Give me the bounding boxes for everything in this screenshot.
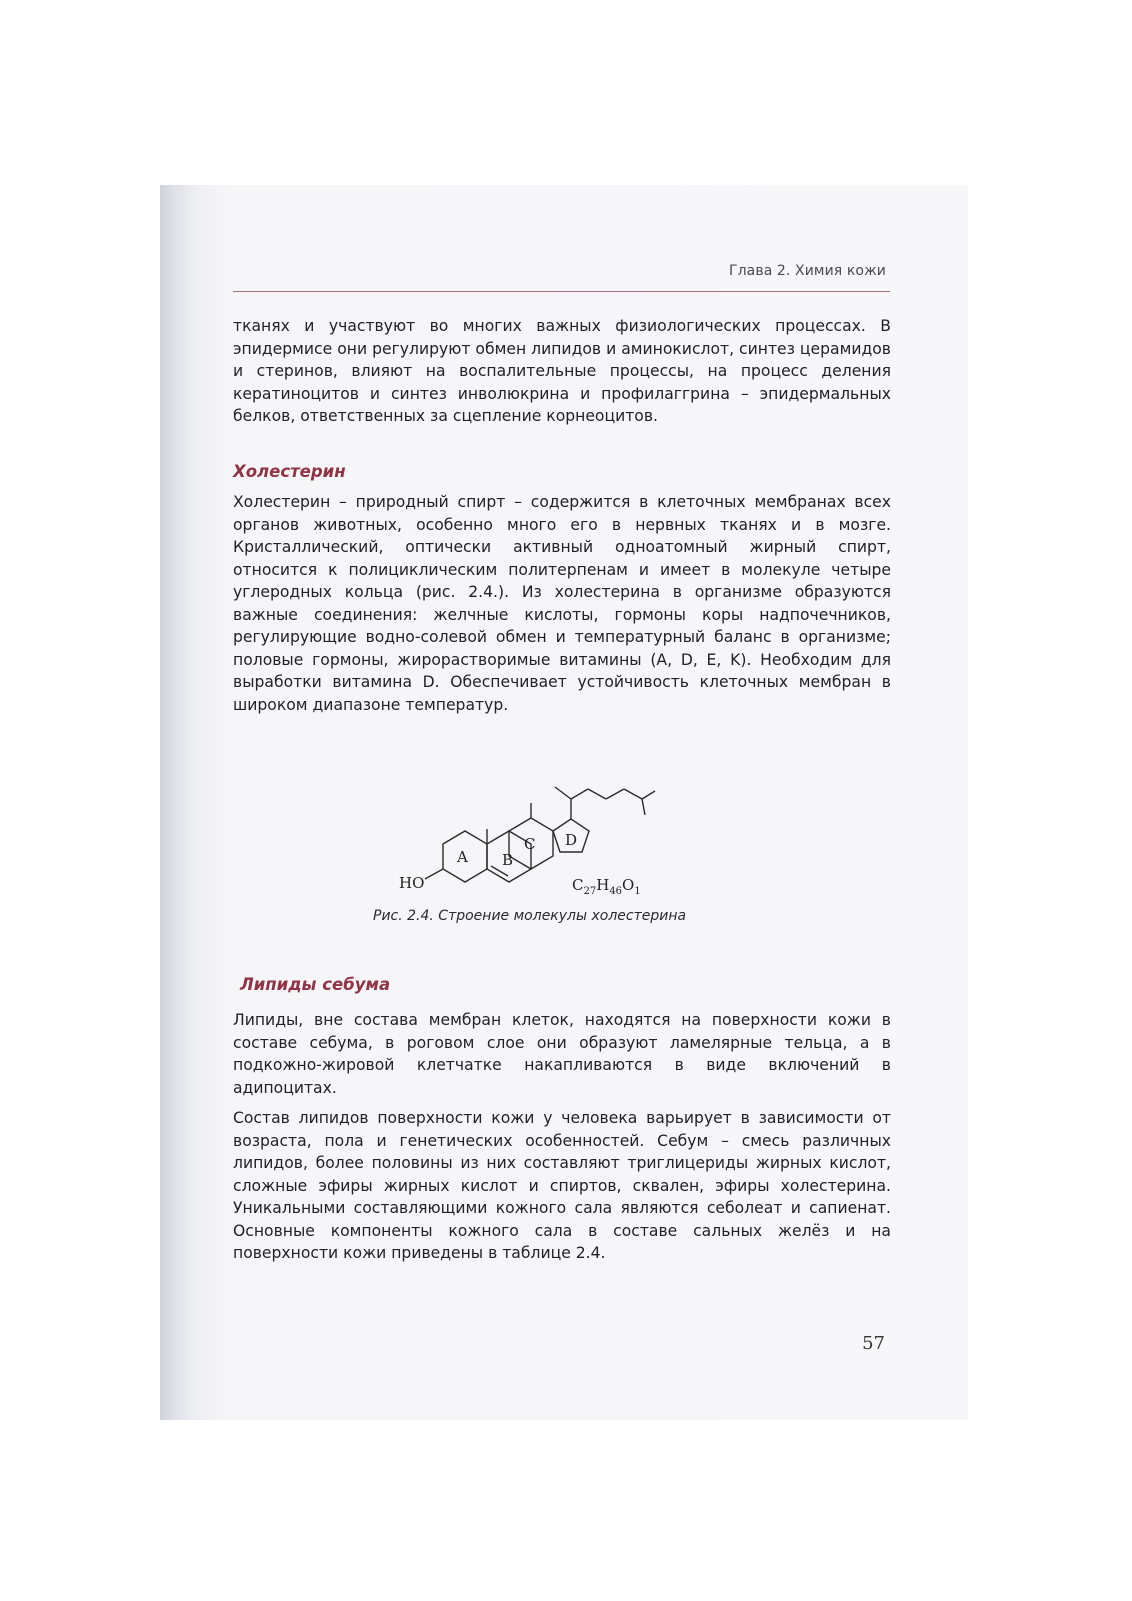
ring-label-b: B (502, 851, 514, 869)
heading-sebum-lipids: Липиды себума (240, 975, 391, 994)
paragraph-composition: Состав липидов поверхности кожи у человека варьирует в зависимости от возраста, пола и генетических особенностей. Себум – смесь различных липидов, более половины из них составляют триглицериды жирных кислот, сложные эфиры жирных кислот и спиртов, сквален, эфиры холестерина. Уникальными составляющими кожного сала являются себолеат и сапиенат. Основные компоненты кожного сала в составе сальных желёз и на поверхности кожи приведены в таблице 2.4. (233, 1109, 891, 1262)
ring-label-a: A (457, 848, 468, 866)
ring-label-d: D (565, 831, 578, 849)
paragraph-cholesterol: Холестерин – природный спирт – содержится в клеточных мембранах всех органов животных, особенно много его в нервных тканях и в мозге. Кристаллический, оптически активный одноатомный жирный спирт, относится к полициклическим политерпенам и имеет в молекуле четыре углеродных кольца (рис. 2.4.). Из холестерина в организме образуются важные соединения: желчные кислоты, гормоны коры надпочечников, регулирующие водно-солевой обмен и температурный баланс в организме; половые гормоны, жирорастворимые витамины (A, D, E, K). Необходим для выработки витамина D. Обеспечивает устойчивость клеточных мембран в широком диапазоне температур. (233, 493, 891, 714)
paragraph-intro: тканях и участвуют во многих важных физиологических процессах. В эпидермисе они регулируют обмен липидов и аминокислот, синтез церамидов и стеринов, влияют на воспалительные процессы, на процесс деления кератиноцитов и синтез инволюкрина и профилаггрина – эпидермальных белков, ответственных за сцепление корнеоцитов. (233, 317, 891, 425)
cholesterol-structure (385, 725, 665, 895)
molecular-formula: $C_{27}H_{46}O_1$ (572, 876, 641, 895)
book-page (160, 185, 968, 1420)
heading-cholesterol: Холестерин (233, 462, 346, 481)
header-rule (233, 291, 890, 292)
ring-label-c: C (524, 835, 536, 853)
page-number: 57 (862, 1333, 885, 1354)
figure-caption: Рис. 2.4. Строение молекулы холестерина (373, 908, 687, 924)
hydroxyl-label: HO (399, 874, 425, 892)
paragraph-sebum-lipids: Липиды, вне состава мембран клеток, находятся на поверхности кожи в составе себума, в роговом слое они образуют ламелярные тельца, а в подкожно-жировой клетчатке накапливаются в виде включений в адипоцитах. (233, 1011, 891, 1097)
running-head: Глава 2. Химия кожи (728, 263, 886, 279)
